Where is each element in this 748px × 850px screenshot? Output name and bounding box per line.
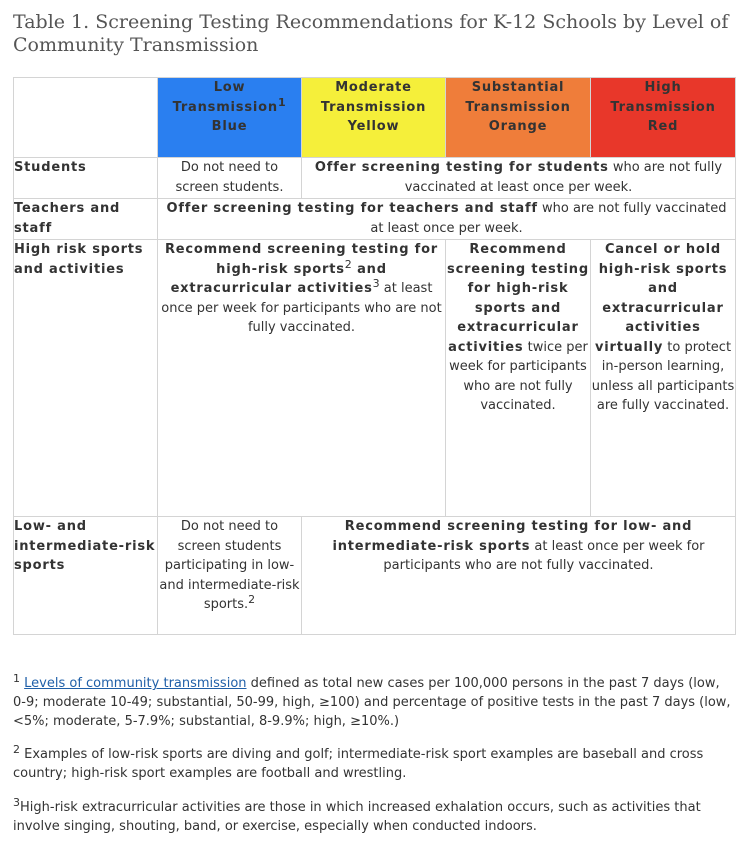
level-low-transmission: Transmission <box>172 99 278 115</box>
level-substantial-transmission: Transmission <box>465 99 571 115</box>
footnote-2 <box>13 745 735 783</box>
table-row <box>14 240 736 517</box>
level-high-name: High <box>644 80 682 95</box>
students-low-cell: Do not need to screen students. <box>158 158 302 199</box>
level-high-header <box>591 78 736 158</box>
teachers-recommendation-bold: Offer screening testing for teachers and staff <box>166 201 538 216</box>
row-label-high-risk: High risk sports and activities <box>14 240 158 517</box>
community-transmission-link[interactable]: Levels of community transmission <box>24 676 247 691</box>
row-label-low-intermediate-risk: Low- and intermediate-risk sports <box>14 517 158 635</box>
teachers-all-levels-cell <box>158 199 736 240</box>
table-row <box>14 158 736 199</box>
low-risk-other-levels-cell <box>302 517 736 635</box>
high-risk-substantial-bold: Recommend screening testing for high-risk sports and extracurricular activities <box>447 242 589 355</box>
low-risk-recommendation-text: at least once per week for participants who are not fully vaccinated. <box>383 538 705 573</box>
footnote-2-number: 2 <box>13 743 20 756</box>
row-label-students: Students <box>14 158 158 199</box>
level-substantial-header <box>446 78 591 158</box>
high-risk-high-bold: Cancel or hold high-risk sports and extracurricular activities virtually <box>594 242 728 355</box>
footnote-3-number: 3 <box>13 796 20 809</box>
level-substantial-name: Substantial <box>471 80 565 95</box>
footnote-ref-3: 3 <box>372 277 380 290</box>
students-recommendation-text: who are not fully vaccinated at least once per week. <box>404 160 723 195</box>
level-moderate-color: Yellow <box>347 119 400 134</box>
footnote-3-text: High-risk extracurricular activities are those in which increased exhalation occurs, such as activities that involve singing, shouting, band, or exercise, especially when conducted indoors. <box>13 800 701 834</box>
footnote-1-number: 1 <box>13 672 20 685</box>
corner-cell <box>14 78 158 158</box>
level-high-transmission: Transmission <box>610 99 716 115</box>
footnote-ref-1: 1 <box>277 95 287 109</box>
high-risk-high-cell <box>591 240 736 517</box>
teachers-recommendation-text: who are not fully vaccinated at least once per week. <box>370 201 727 236</box>
level-moderate-name: Moderate <box>335 80 412 95</box>
low-risk-low-cell <box>158 517 302 635</box>
level-moderate-transmission: Transmission <box>320 99 427 115</box>
footnote-1-text: defined as total new cases per 100,000 persons in the past 7 days (low, 0-9; moderate 10-49; substantial, 50-99, high, ≥100) and percentage of positive tests in the past 7 days (low, <5%; moderate, 5-7.9%; substantial, 8-9.9%; high, ≥10%.) <box>13 676 731 729</box>
footnote-1 <box>13 674 735 731</box>
footnote-ref-2: 2 <box>344 257 352 271</box>
level-low-header <box>158 78 302 158</box>
high-risk-substantial-cell <box>446 240 591 517</box>
students-other-levels-cell <box>302 158 736 199</box>
high-risk-recommendation-bold-2: and extracurricular activities <box>170 261 387 296</box>
level-low-name: Low <box>213 80 246 95</box>
table-row <box>14 517 736 635</box>
recommendations-table <box>13 77 736 635</box>
high-risk-substantial-text: twice per week for participants who are not fully vaccinated. <box>449 339 588 413</box>
footnote-2-text: Examples of low-risk sports are diving and golf; intermediate-risk sport examples are baseball and cross country; high-risk sport examples are football and wrestling. <box>13 747 704 781</box>
high-risk-recommendation-bold-1: Recommend screening testing for high-risk sports <box>164 242 439 277</box>
level-substantial-color: Orange <box>488 119 548 134</box>
footnote-3 <box>13 798 735 836</box>
table-caption: Table 1. Screening Testing Recommendations for K-12 Schools by Level of Community Transmission <box>13 11 729 56</box>
row-label-teachers: Teachers and staff <box>14 199 158 240</box>
level-high-color: Red <box>647 119 679 134</box>
high-risk-high-text: to protect in-person learning, unless all participants are fully vaccinated. <box>591 339 735 413</box>
high-risk-recommendation-text: at least once per week for participants who are not fully vaccinated. <box>161 281 442 335</box>
header-row <box>14 78 736 158</box>
level-low-color: Blue <box>211 119 248 134</box>
footnote-ref-2: 2 <box>248 593 256 606</box>
low-risk-low-text: Do not need to screen students participating in low- and intermediate-risk sports. <box>159 519 300 612</box>
table-row <box>14 199 736 240</box>
students-recommendation-bold: Offer screening testing for students <box>314 160 609 175</box>
level-moderate-header <box>302 78 446 158</box>
high-risk-low-moderate-cell <box>158 240 446 517</box>
low-risk-recommendation-bold: Recommend screening testing for low- and intermediate-risk sports <box>332 519 693 554</box>
